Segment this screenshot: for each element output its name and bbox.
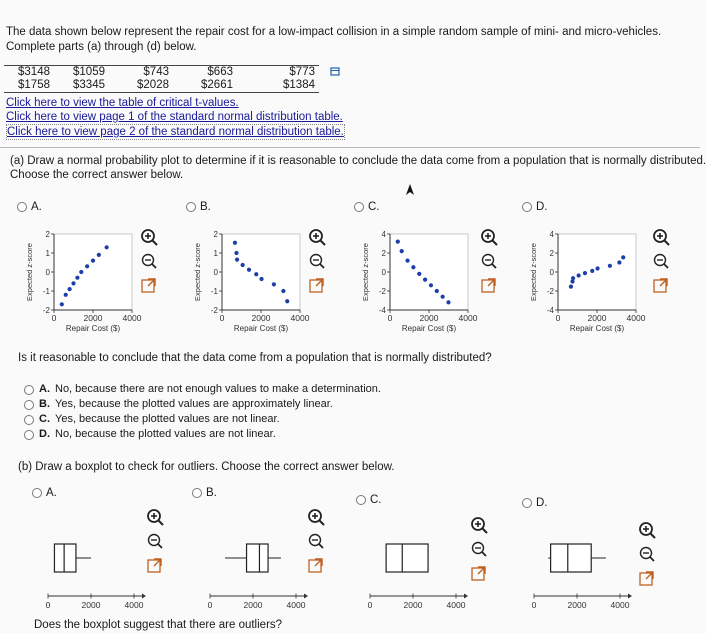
y-tick-label: 2 <box>381 249 386 258</box>
y-tick-label: 1 <box>45 249 50 258</box>
x-axis-label: Repair Cost ($) <box>569 324 625 333</box>
problem-intro <box>6 25 696 55</box>
x-tick-label: 2000 <box>419 313 439 323</box>
data-point <box>241 263 245 267</box>
x-tick-label: 0 <box>51 313 57 323</box>
part-a-text: (a) Draw a normal probability plot to determine if it is reasonable to conclude the data come from a population that is normally distributed. <box>10 155 706 167</box>
x-tick-label: 4000 <box>286 600 306 610</box>
option-label: C. <box>368 201 380 213</box>
table-cell: $1384 <box>237 79 319 93</box>
choice-text: No, because there are not enough values to make a determination. <box>55 383 381 395</box>
boxplot-d <box>526 530 636 610</box>
x-axis-label: Repair Cost ($) <box>233 324 289 333</box>
x-tick-label: 4000 <box>446 600 466 610</box>
box <box>247 544 268 572</box>
open-new-window-icon[interactable] <box>480 276 498 294</box>
table-cell: $3148 <box>4 66 54 80</box>
radio-button[interactable] <box>186 202 196 212</box>
y-axis-label: Expected z-score <box>529 243 538 301</box>
boxplot-option-b[interactable] <box>192 487 217 499</box>
data-point <box>595 266 599 270</box>
y-tick-label: -2 <box>42 306 50 315</box>
part-a-question <box>10 154 706 182</box>
data-point <box>405 259 409 263</box>
zoom-in-icon[interactable] <box>308 228 326 246</box>
zoom-out-icon[interactable] <box>638 545 656 563</box>
x-tick-label: 4000 <box>122 313 142 323</box>
plot-tools-c <box>480 228 502 300</box>
x-axis-label: Repair Cost ($) <box>65 324 121 333</box>
plot-area <box>558 234 636 310</box>
axis-arrow <box>142 594 146 599</box>
zoom-in-icon[interactable] <box>470 516 488 534</box>
radio-button[interactable] <box>354 202 364 212</box>
part-c-question: Does the boxplot suggest that there are outliers? <box>34 619 283 631</box>
plot-option-c[interactable] <box>354 201 380 213</box>
y-axis-label: Expected z-score <box>193 243 202 301</box>
radio-button[interactable] <box>24 385 34 395</box>
choice-letter: D. <box>39 428 50 440</box>
reference-links <box>6 96 345 140</box>
box <box>386 544 428 572</box>
data-point <box>233 241 237 245</box>
table-cell: $773 <box>237 66 319 80</box>
data-point <box>441 295 445 299</box>
boxplot-a <box>40 530 150 610</box>
y-tick-label: -4 <box>546 306 554 315</box>
radio-button[interactable] <box>192 488 202 498</box>
y-tick-label: -2 <box>210 306 218 315</box>
critical-t-values-link[interactable]: Click here to view the table of critical t-values. <box>6 97 239 109</box>
zoom-in-icon[interactable] <box>307 508 325 526</box>
data-point <box>429 283 433 287</box>
radio-button[interactable] <box>24 430 34 440</box>
normality-choices <box>24 382 381 442</box>
open-new-window-icon[interactable] <box>652 276 670 294</box>
mouse-cursor-icon <box>405 183 415 196</box>
open-new-window-icon[interactable] <box>308 276 326 294</box>
y-axis-label: Expected z-score <box>25 243 34 301</box>
zoom-in-icon[interactable] <box>146 508 164 526</box>
table-cell: $743 <box>109 66 173 80</box>
data-point <box>608 264 612 268</box>
data-point <box>79 270 83 274</box>
zoom-out-icon[interactable] <box>140 252 158 270</box>
data-point <box>577 273 581 277</box>
zoom-out-icon[interactable] <box>308 252 326 270</box>
x-tick-label: 0 <box>45 600 51 610</box>
data-point <box>234 251 238 255</box>
y-tick-label: -1 <box>42 287 50 296</box>
open-new-window-icon[interactable] <box>307 556 325 574</box>
data-point <box>285 299 289 303</box>
radio-button[interactable] <box>24 400 34 410</box>
y-tick-label: -2 <box>546 287 554 296</box>
choice-d[interactable] <box>24 427 381 442</box>
plot-option-d[interactable] <box>522 201 548 213</box>
zoom-out-icon[interactable] <box>652 252 670 270</box>
data-point <box>446 300 450 304</box>
data-point <box>411 265 415 269</box>
y-tick-label: 1 <box>213 249 218 258</box>
x-tick-label: 0 <box>207 600 213 610</box>
radio-button[interactable] <box>522 202 532 212</box>
option-label: D. <box>536 497 548 509</box>
boxplot-tools-a <box>146 508 168 580</box>
choice-text: Yes, because the plotted values are not linear. <box>55 413 280 425</box>
zoom-in-icon[interactable] <box>140 228 158 246</box>
boxplot-option-c[interactable] <box>356 494 382 506</box>
data-point <box>583 271 587 275</box>
x-axis-label: Repair Cost ($) <box>401 324 457 333</box>
data-point <box>400 249 404 253</box>
boxplot-option-d[interactable] <box>522 497 548 509</box>
data-point <box>621 255 625 259</box>
radio-button[interactable] <box>17 202 27 212</box>
x-tick-label: 0 <box>219 313 225 323</box>
data-point <box>571 276 575 280</box>
normal-plot-d <box>524 228 646 336</box>
data-point <box>85 264 89 268</box>
radio-button[interactable] <box>24 415 34 425</box>
radio-button[interactable] <box>356 495 366 505</box>
data-point <box>617 260 621 264</box>
choice-letter: A. <box>39 383 50 395</box>
data-point <box>590 269 594 273</box>
table-cell: $663 <box>173 66 237 80</box>
x-tick-label: 2000 <box>83 313 103 323</box>
data-table <box>4 65 319 93</box>
data-point <box>97 253 101 257</box>
zoom-in-icon[interactable] <box>638 521 656 539</box>
plot-option-b[interactable] <box>186 201 211 213</box>
table-cell: $2028 <box>109 79 173 93</box>
divider <box>0 147 700 148</box>
y-tick-label: 2 <box>213 230 218 239</box>
table-cell: $1059 <box>54 66 109 80</box>
y-tick-label: 0 <box>45 268 50 277</box>
y-tick-label: -4 <box>378 306 386 315</box>
box <box>551 544 592 572</box>
normal-plot-a <box>20 228 142 336</box>
boxplot-b <box>202 530 312 610</box>
normal-table-page1-link[interactable]: Click here to view page 1 of the standard normal distribution table. <box>6 111 343 123</box>
x-tick-label: 2000 <box>403 600 423 610</box>
choice-text: Yes, because the plotted values are approximately linear. <box>55 398 333 410</box>
y-tick-label: 0 <box>381 268 386 277</box>
y-tick-label: -1 <box>210 287 218 296</box>
intro-line-1: The data shown below represent the repair cost for a low-impact collision in a simple random sample of mini- and micro-vehicles. <box>6 26 662 38</box>
boxplot-tools-b <box>307 508 329 580</box>
intro-line-2: Complete parts (a) through (d) below. <box>6 41 197 53</box>
option-label: B. <box>200 201 211 213</box>
x-tick-label: 4000 <box>458 313 478 323</box>
x-tick-label: 4000 <box>124 600 144 610</box>
axis-arrow <box>304 594 308 599</box>
plot-tools-b <box>308 228 330 300</box>
radio-button[interactable] <box>522 498 532 508</box>
choice-c[interactable] <box>24 412 381 427</box>
open-new-window-icon[interactable] <box>638 569 656 587</box>
normality-question: Is it reasonable to conclude that the data come from a population that is normally distributed? <box>18 352 492 364</box>
option-label: A. <box>31 201 42 213</box>
choice-a[interactable] <box>24 382 381 397</box>
x-tick-label: 2000 <box>587 313 607 323</box>
choice-letter: C. <box>39 413 50 425</box>
plot-tools-d <box>652 228 674 300</box>
x-tick-label: 2000 <box>567 600 587 610</box>
data-point <box>91 259 95 263</box>
part-a-instruction: Choose the correct answer below. <box>10 169 184 181</box>
data-point <box>68 287 72 291</box>
copy-data-icon[interactable] <box>330 67 340 76</box>
option-label: D. <box>536 201 548 213</box>
data-point <box>254 272 258 276</box>
x-tick-label: 0 <box>367 600 373 610</box>
choice-b[interactable] <box>24 397 381 412</box>
option-label: B. <box>206 487 217 499</box>
data-point <box>71 281 75 285</box>
data-point <box>75 276 79 280</box>
zoom-out-icon[interactable] <box>480 252 498 270</box>
x-tick-label: 4000 <box>610 600 630 610</box>
zoom-out-icon[interactable] <box>307 532 325 550</box>
plot-area <box>222 234 300 310</box>
x-tick-label: 4000 <box>626 313 646 323</box>
zoom-in-icon[interactable] <box>652 228 670 246</box>
y-tick-label: 2 <box>45 230 50 239</box>
normal-table-page2-link[interactable]: Click here to view page 2 of the standard normal distribution table. <box>7 126 344 138</box>
x-tick-label: 0 <box>387 313 393 323</box>
x-tick-label: 2000 <box>243 600 263 610</box>
data-point <box>417 272 421 276</box>
normal-plot-c <box>356 228 478 336</box>
data-point <box>247 268 251 272</box>
data-point <box>396 240 400 244</box>
x-tick-label: 0 <box>531 600 537 610</box>
boxplot-tools-d <box>638 521 660 593</box>
boxplot-option-a[interactable] <box>32 487 57 499</box>
data-point <box>272 282 276 286</box>
zoom-out-icon[interactable] <box>146 532 164 550</box>
boxplot-tools-c <box>470 516 492 588</box>
y-tick-label: -2 <box>378 287 386 296</box>
open-new-window-icon[interactable] <box>146 556 164 574</box>
x-tick-label: 2000 <box>81 600 101 610</box>
data-point <box>259 277 263 281</box>
plot-option-a[interactable] <box>17 201 42 213</box>
y-axis-label: Expected z-score <box>361 243 370 301</box>
table-cell: $2661 <box>173 79 237 93</box>
choice-text: No, because the plotted values are not linear. <box>55 428 276 440</box>
y-tick-label: 0 <box>549 268 554 277</box>
option-label: A. <box>46 487 57 499</box>
open-new-window-icon[interactable] <box>470 564 488 582</box>
table-cell: $1758 <box>4 79 54 93</box>
normal-plot-b <box>188 228 310 336</box>
axis-arrow <box>628 594 632 599</box>
boxplot-c <box>362 530 472 610</box>
part-b-question: (b) Draw a boxplot to check for outliers. Choose the correct answer below. <box>18 461 395 473</box>
zoom-in-icon[interactable] <box>480 228 498 246</box>
data-point <box>235 258 239 262</box>
data-point <box>105 245 109 249</box>
data-point <box>569 285 573 289</box>
plot-area <box>390 234 468 310</box>
y-tick-label: 4 <box>381 230 386 239</box>
box <box>54 544 75 572</box>
open-new-window-icon[interactable] <box>140 276 158 294</box>
y-tick-label: 4 <box>549 230 554 239</box>
x-tick-label: 2000 <box>251 313 271 323</box>
y-tick-label: 0 <box>213 268 218 277</box>
data-point <box>423 278 427 282</box>
table-cell: $3345 <box>54 79 109 93</box>
data-point <box>435 289 439 293</box>
x-tick-label: 4000 <box>290 313 310 323</box>
radio-button[interactable] <box>32 488 42 498</box>
data-point <box>64 293 68 297</box>
zoom-out-icon[interactable] <box>470 540 488 558</box>
plot-tools-a <box>140 228 162 300</box>
data-point <box>60 302 64 306</box>
choice-letter: B. <box>39 398 50 410</box>
data-point <box>281 289 285 293</box>
plot-area <box>54 234 132 310</box>
option-label: C. <box>370 494 382 506</box>
y-tick-label: 2 <box>549 249 554 258</box>
x-tick-label: 0 <box>555 313 561 323</box>
axis-arrow <box>464 594 468 599</box>
